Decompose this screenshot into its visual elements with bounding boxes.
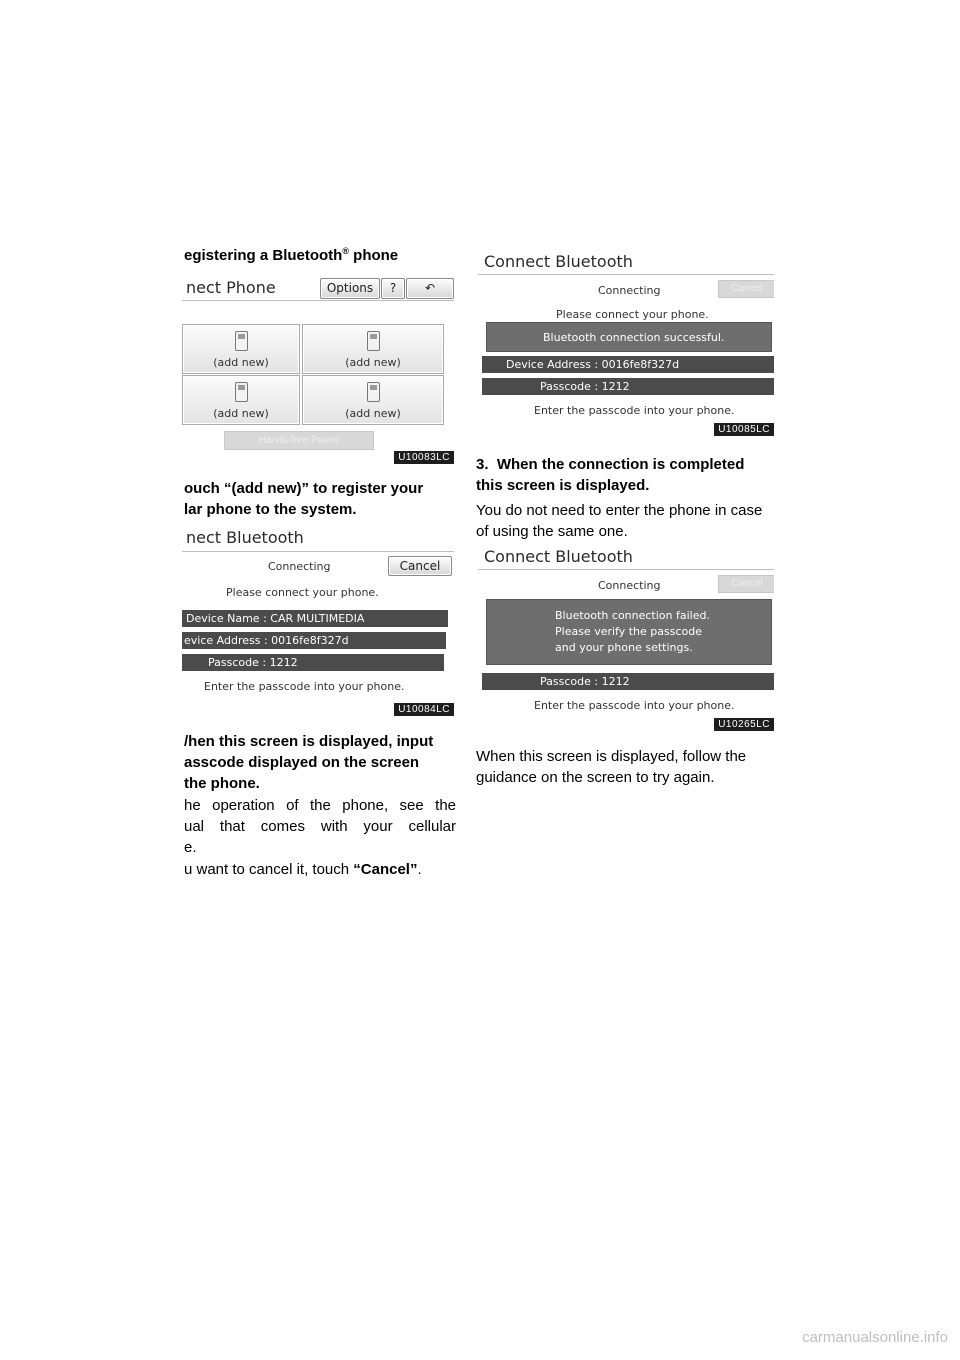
instruction-text: Enter the passcode into your phone.: [534, 404, 735, 417]
retry-note: When this screen is displayed, follow the guidance on the screen to try again.: [476, 748, 747, 786]
screen-title: nect Bluetooth: [186, 528, 304, 547]
prompt-text: Please connect your phone.: [556, 308, 709, 321]
back-arrow-icon: ↶: [424, 281, 436, 295]
watermark-link[interactable]: carmanualsonline.info: [802, 1329, 948, 1346]
passcode-row: Passcode : 1212: [482, 378, 774, 395]
options-button[interactable]: Options: [320, 278, 380, 299]
status-text: Connecting: [598, 579, 661, 592]
connect-bluetooth-screenshot: [182, 524, 454, 720]
device-address-row: Device Address : 0016fe8f327d: [482, 356, 774, 373]
device-address-row: evice Address : 0016fe8f327d: [182, 632, 446, 649]
status-text: Connecting: [268, 560, 331, 573]
handsfree-power-button[interactable]: Hands-free Power: [224, 431, 374, 450]
step-1-text: ouch “(add new)” to register your lar phone to the system.: [184, 480, 424, 518]
screen-title: Connect Bluetooth: [484, 252, 633, 271]
instruction-text: Enter the passcode into your phone.: [534, 699, 735, 712]
disabled-cancel-button: Cancel: [718, 280, 774, 298]
screen-title: Connect Bluetooth: [484, 547, 633, 566]
phone-icon: [367, 331, 380, 351]
device-name-row: Device Name : CAR MULTIMEDIA: [182, 610, 448, 627]
operation-note: he operation of the phone, see the ual that comes with your cellular e.: [184, 797, 456, 856]
help-button[interactable]: ?: [381, 278, 405, 299]
figure-code: U10265LC: [714, 718, 774, 731]
add-new-tile[interactable]: (add new): [302, 324, 444, 374]
figure-code: U10083LC: [394, 451, 454, 464]
connection-failed-screenshot: [478, 541, 774, 735]
instruction-text: Enter the passcode into your phone.: [204, 680, 405, 693]
prompt-text: Please connect your phone.: [226, 586, 379, 599]
step-3-text: 3. When the connection is completed this screen is displayed.: [476, 456, 745, 494]
failure-message-panel: Bluetooth connection failed. Please verify the passcode and your phone settings.: [486, 599, 772, 665]
phone-icon: [235, 331, 248, 351]
step-2-text: /hen this screen is displayed, input asscode displayed on the screen the phone.: [184, 733, 434, 792]
screen-title: nect Phone: [186, 278, 276, 297]
add-new-tile[interactable]: (add new): [302, 375, 444, 425]
passcode-row: Passcode : 1212: [182, 654, 444, 671]
phone-icon: [235, 382, 248, 402]
phone-icon: [367, 382, 380, 402]
success-message-panel: Bluetooth connection successful.: [486, 322, 772, 352]
add-new-tile[interactable]: (add new): [182, 375, 300, 425]
status-text: Connecting: [598, 284, 661, 297]
figure-code: U10084LC: [394, 703, 454, 716]
connect-phone-screenshot: [182, 272, 454, 468]
back-button[interactable]: [406, 278, 454, 299]
section-heading: egistering a Bluetooth® phone: [184, 246, 399, 264]
cancel-note: u want to cancel it, touch “Cancel”.: [184, 861, 422, 878]
figure-code: U10085LC: [714, 423, 774, 436]
connection-successful-screenshot: [478, 246, 774, 440]
same-phone-note: You do not need to enter the phone in case of using the same one.: [476, 502, 763, 540]
passcode-row: Passcode : 1212: [482, 673, 774, 690]
cancel-button[interactable]: Cancel: [388, 556, 452, 576]
add-new-tile[interactable]: (add new): [182, 324, 300, 374]
disabled-cancel-button: Cancel: [718, 575, 774, 593]
